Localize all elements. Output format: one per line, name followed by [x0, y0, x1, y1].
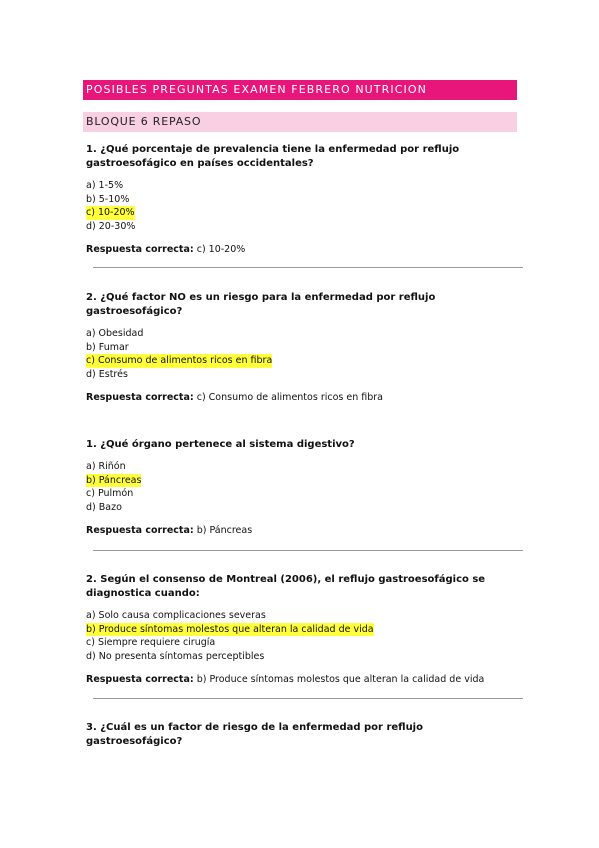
- options-list: [86, 179, 516, 233]
- option-a: a) Obesidad: [86, 328, 144, 339]
- option-c-highlighted: c) Consumo de alimentos ricos en fibra: [86, 355, 273, 366]
- options-list: [86, 609, 516, 663]
- option-a: a) Riñón: [86, 461, 126, 472]
- option-d: d) No presenta síntomas perceptibles: [86, 650, 265, 662]
- question-title: 3. ¿Cuál es un factor de riesgo de la enfermedad por reflujo gastroesofágico?: [86, 722, 423, 747]
- answer-label: Respuesta correcta:: [86, 525, 194, 536]
- answer-value: c) 10-20%: [196, 244, 246, 255]
- answer-line: [86, 673, 516, 686]
- option-c: c) Siempre requiere cirugía: [86, 637, 216, 648]
- answer-label: Respuesta correcta:: [86, 392, 194, 403]
- answer-line: [86, 391, 516, 404]
- answer-value: c) Consumo de alimentos ricos en fibra: [196, 392, 383, 403]
- option-a: a) 1-5%: [86, 180, 124, 191]
- question-3: [86, 438, 516, 537]
- option-b: b) Fumar: [86, 341, 129, 353]
- question-title: 1. ¿Qué órgano pertenece al sistema digestivo?: [86, 439, 355, 450]
- question-title: 1. ¿Qué porcentaje de prevalencia tiene la enfermedad por reflujo gastroesofágico en países occidentales?: [86, 144, 460, 169]
- option-c-highlighted: c) 10-20%: [86, 207, 135, 218]
- answer-label: Respuesta correcta:: [86, 674, 194, 685]
- separator: [93, 550, 523, 551]
- question-2: [86, 291, 516, 404]
- option-a: a) Solo causa complicaciones severas: [86, 610, 266, 621]
- answer-line: [86, 524, 516, 537]
- block-heading: BLOQUE 6 REPASO: [83, 112, 517, 132]
- option-d: d) Bazo: [86, 501, 122, 513]
- question-title: 2. ¿Qué factor NO es un riesgo para la enfermedad por reflujo gastroesofágico?: [86, 292, 436, 317]
- option-d: d) 20-30%: [86, 220, 136, 232]
- answer-label: Respuesta correcta:: [86, 244, 194, 255]
- answer-value: b) Páncreas: [196, 525, 253, 536]
- answer-value: b) Produce síntomas molestos que alteran la calidad de vida: [196, 674, 485, 685]
- answer-line: [86, 243, 516, 256]
- question-5: [86, 721, 516, 757]
- document-title-banner: POSIBLES PREGUNTAS EXAMEN FEBRERO NUTRICION: [83, 80, 517, 100]
- question-1: [86, 143, 516, 256]
- separator: [93, 267, 523, 268]
- options-list: [86, 327, 516, 381]
- option-b-highlighted: b) Páncreas: [86, 474, 142, 486]
- separator: [93, 698, 523, 699]
- option-d: d) Estrés: [86, 368, 128, 380]
- options-list: [86, 460, 516, 514]
- question-title: 2. Según el consenso de Montreal (2006), el reflujo gastroesofágico se diagnostica cuando:: [86, 574, 486, 599]
- option-c: c) Pulmón: [86, 488, 134, 499]
- question-4: [86, 573, 516, 686]
- option-b: b) 5-10%: [86, 193, 130, 205]
- option-b-highlighted: b) Produce síntomas molestos que alteran la calidad de vida: [86, 623, 374, 635]
